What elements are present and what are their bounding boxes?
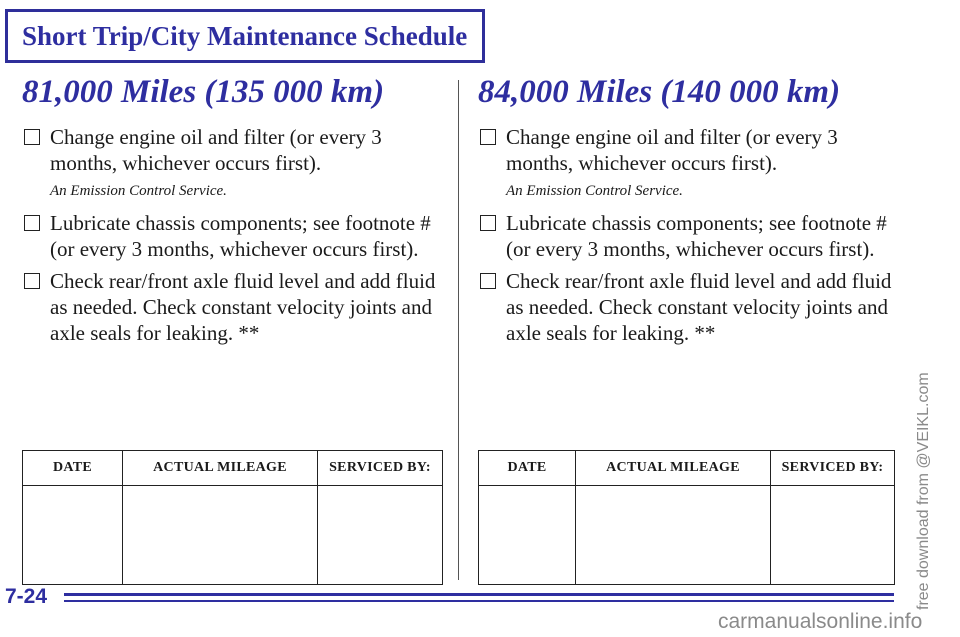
- mileage-heading: 81,000 Miles (135 000 km): [22, 74, 385, 110]
- maintenance-item-text: Check rear/front axle fluid level and add fluid as needed. Check constant velocity joints and axle seals for leaking. **: [50, 269, 436, 345]
- page-number: 7-24: [5, 585, 48, 608]
- date-entry-cell[interactable]: [479, 486, 576, 585]
- checkbox-icon[interactable]: [24, 129, 40, 145]
- footer-rule: [64, 593, 894, 596]
- column-header-serviced-by: SERVICED BY:: [771, 451, 895, 486]
- maintenance-item: [22, 210, 442, 262]
- emission-note: An Emission Control Service.: [506, 183, 683, 199]
- maintenance-item: [22, 124, 442, 176]
- schedule-column-84000: [478, 72, 898, 352]
- section-title: Short Trip/City Maintenance Schedule: [22, 20, 468, 51]
- serviced-by-entry-cell[interactable]: [771, 486, 895, 585]
- bottom-watermark: carmanualsonline.info: [718, 610, 923, 633]
- column-divider: [458, 80, 459, 580]
- mileage-entry-cell[interactable]: [576, 486, 771, 585]
- service-log-table: [22, 450, 443, 585]
- maintenance-item: [22, 268, 442, 346]
- column-header-mileage: ACTUAL MILEAGE: [123, 451, 318, 486]
- service-log-table: [478, 450, 895, 585]
- column-header-date: DATE: [479, 451, 576, 486]
- side-watermark: free download from @VEIKL.com: [915, 372, 932, 610]
- column-header-mileage: ACTUAL MILEAGE: [576, 451, 771, 486]
- schedule-column-81000: [22, 72, 442, 352]
- maintenance-item-text: Change engine oil and filter (or every 3 months, whichever occurs first).: [506, 125, 838, 175]
- maintenance-item-text: Change engine oil and filter (or every 3 months, whichever occurs first).: [50, 125, 382, 175]
- maintenance-item: [478, 268, 898, 346]
- column-header-date: DATE: [23, 451, 123, 486]
- mileage-heading: 84,000 Miles (140 000 km): [478, 74, 841, 110]
- maintenance-item-text: Check rear/front axle fluid level and add fluid as needed. Check constant velocity joints and axle seals for leaking. **: [506, 269, 892, 345]
- checkbox-icon[interactable]: [480, 273, 496, 289]
- footer-rule: [64, 600, 894, 602]
- section-header: [5, 9, 485, 63]
- checkbox-icon[interactable]: [480, 215, 496, 231]
- maintenance-item: [478, 210, 898, 262]
- serviced-by-entry-cell[interactable]: [318, 486, 443, 585]
- column-header-serviced-by: SERVICED BY:: [318, 451, 443, 486]
- maintenance-item-text: Lubricate chassis components; see footnote # (or every 3 months, whichever occurs first).: [50, 211, 431, 261]
- checkbox-icon[interactable]: [24, 215, 40, 231]
- checkbox-icon[interactable]: [24, 273, 40, 289]
- emission-note: An Emission Control Service.: [50, 183, 227, 199]
- checkbox-icon[interactable]: [480, 129, 496, 145]
- mileage-entry-cell[interactable]: [123, 486, 318, 585]
- maintenance-item: [478, 124, 898, 176]
- date-entry-cell[interactable]: [23, 486, 123, 585]
- maintenance-item-text: Lubricate chassis components; see footnote # (or every 3 months, whichever occurs first).: [506, 211, 887, 261]
